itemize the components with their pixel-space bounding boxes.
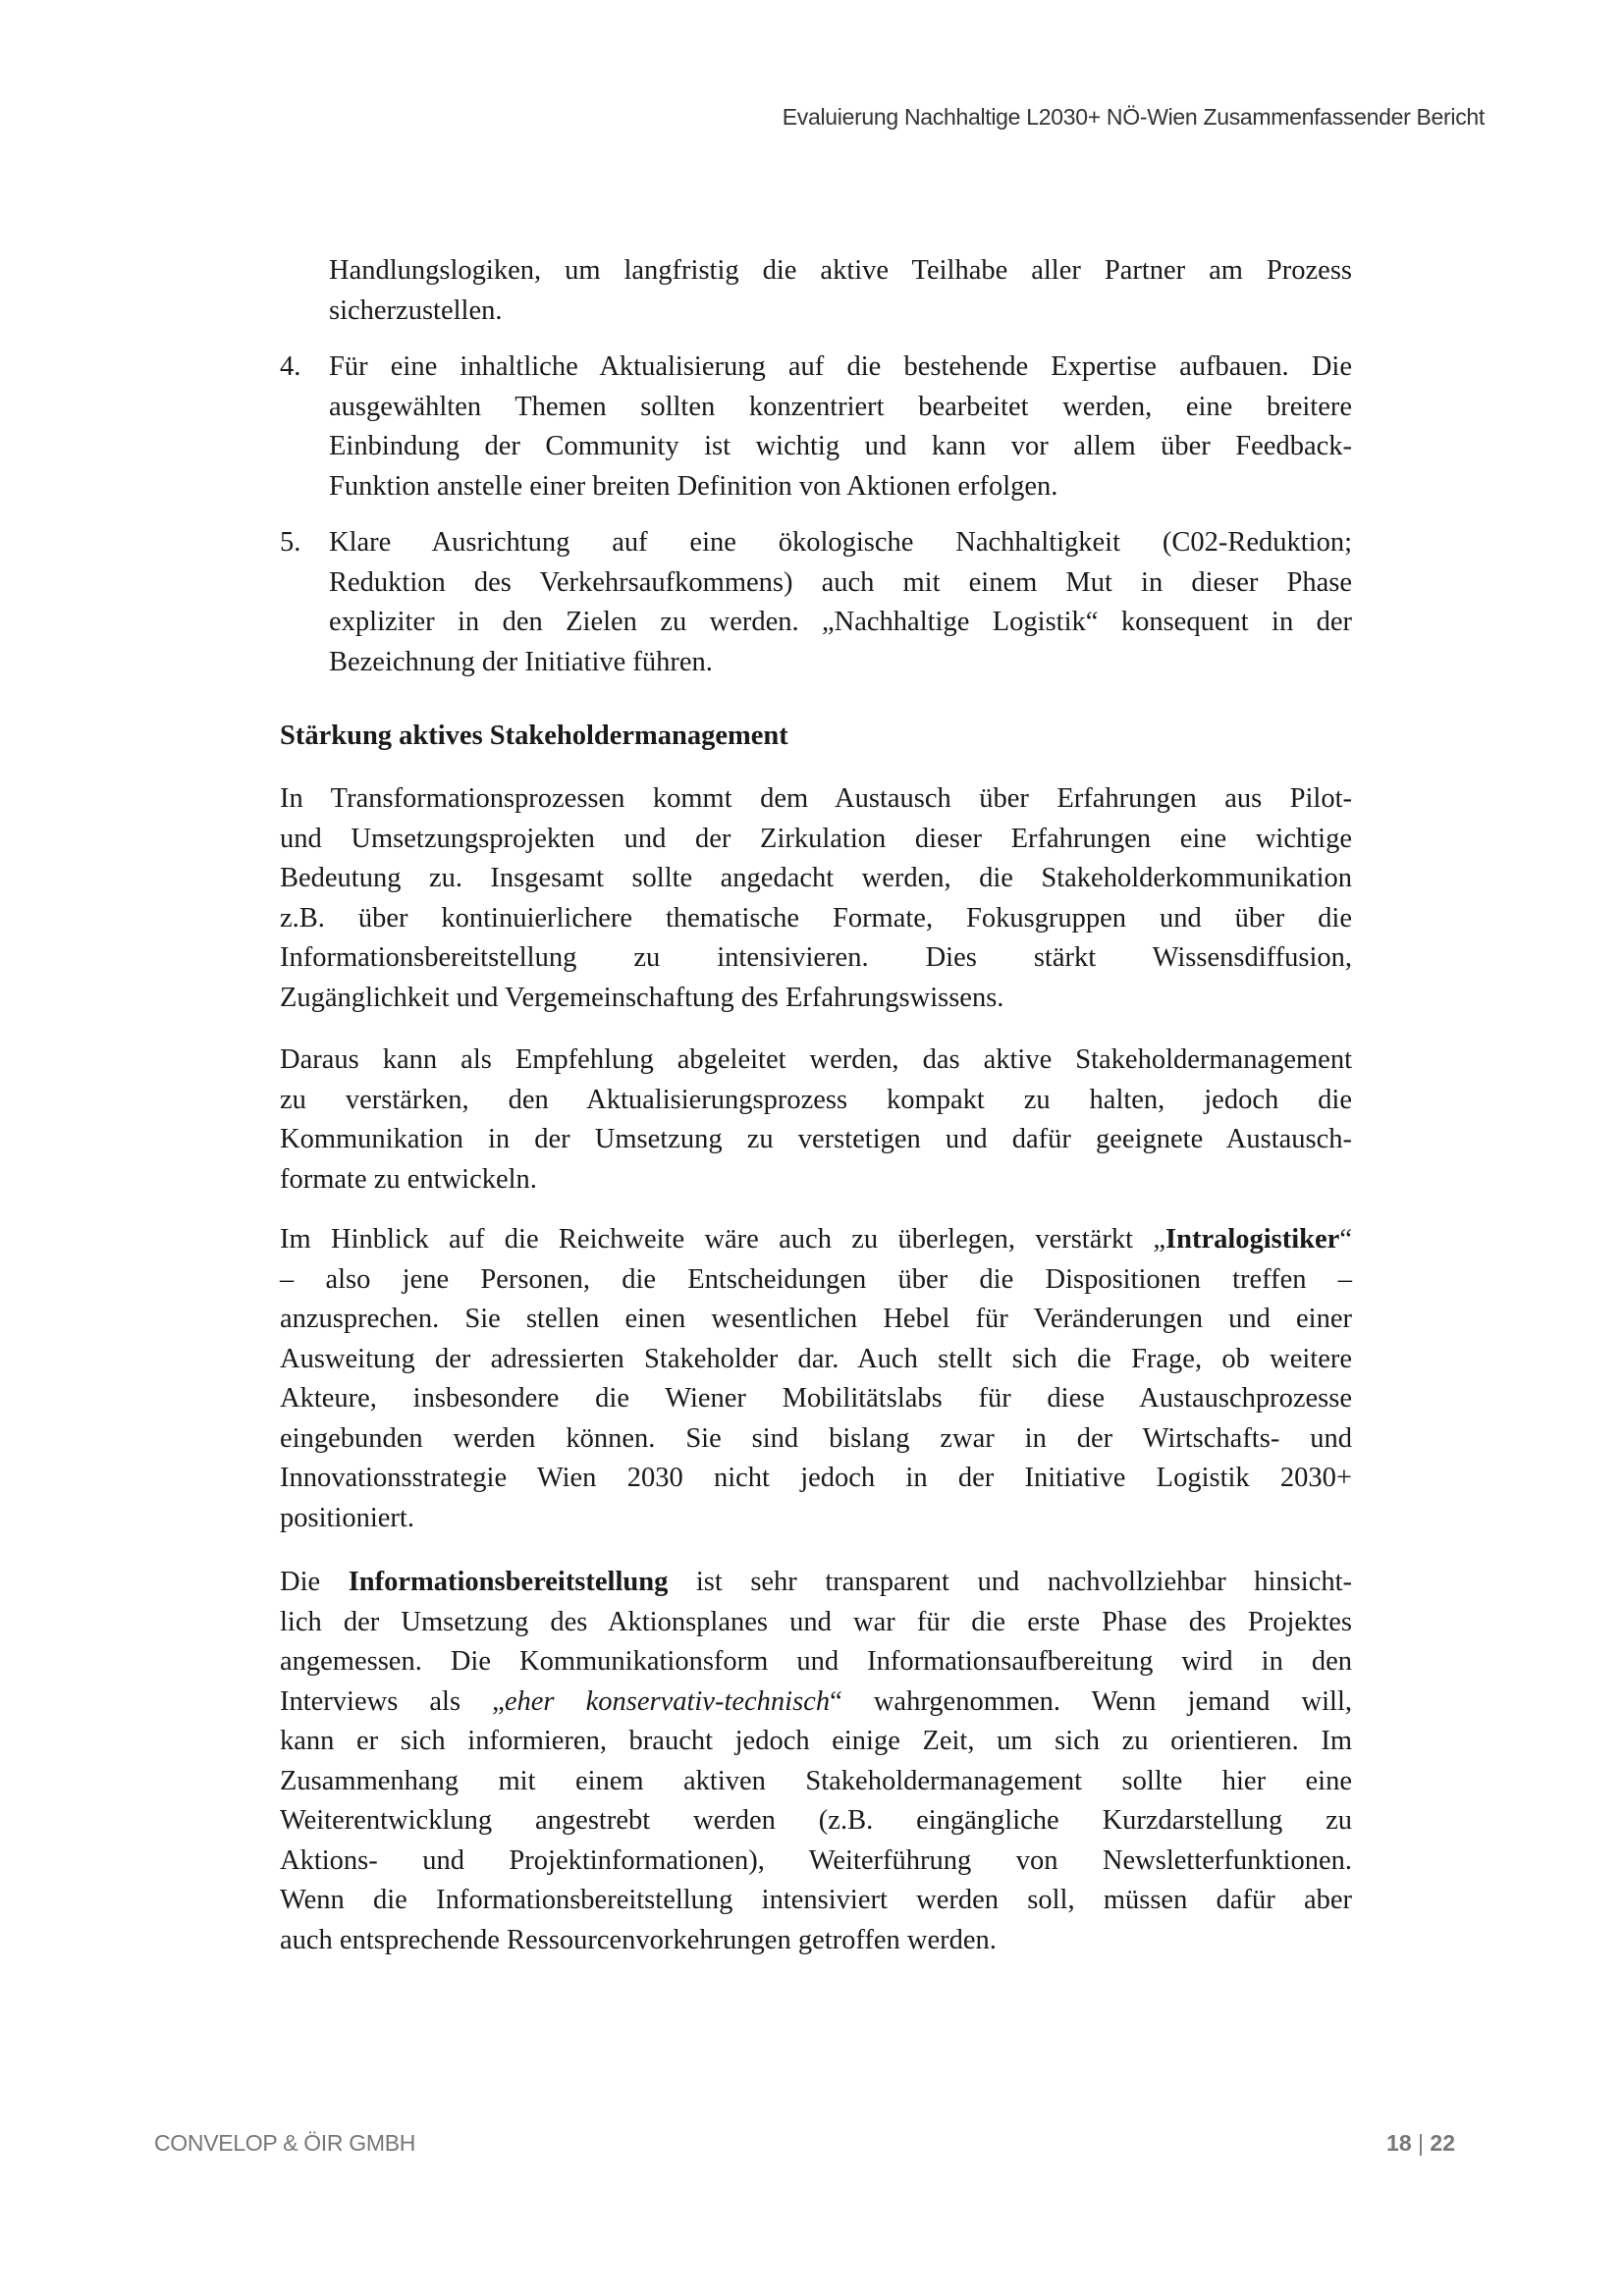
list-item-3-continuation [329, 251, 1352, 331]
list-item-4 [329, 347, 1352, 507]
italic-text: eher konservativ-technisch [504, 1685, 831, 1717]
list-item-5 [329, 523, 1352, 682]
text-line: z.B. über kontinuierlichere thematische Formate, Fokusgruppen und über die [280, 902, 1352, 934]
text-segment: “ wahrgenommen. Wenn jemand will, [830, 1685, 1353, 1717]
text-segment: Interviews als „ [280, 1685, 505, 1717]
text-line: Daraus kann als Empfehlung abgeleitet werden, das aktive Stakeholdermanagement [280, 1044, 1352, 1075]
text-line: angemessen. Die Kommunikationsform und Informationsaufbereitung wird in den [280, 1646, 1352, 1677]
bold-text: Informationsbereitstellung [348, 1567, 669, 1597]
text-line: sicherzustellen. [329, 294, 503, 326]
text-segment: Im Hinblick auf die Reichweite wäre auch zu überlegen, verstärkt „ [280, 1224, 1166, 1255]
text-line: In Transformationsprozessen kommt dem Austausch über Erfahrungen aus Pilot- [280, 783, 1352, 814]
text-line [280, 1682, 1352, 1723]
text-line: Reduktion des Verkehrsaufkommens) auch mit einem Mut in dieser Phase [329, 566, 1352, 598]
text-line: Akteure, insbesondere die Wiener Mobilitätslabs für diese Austauschprozesse [280, 1383, 1352, 1414]
text-line: Kommunikation in der Umsetzung zu verstetigen und dafür geeignete Austausch- [280, 1124, 1352, 1154]
list-number-5: 5. [280, 527, 301, 558]
text-line: Einbindung der Community ist wichtig und kann vor allem über Feedback- [329, 431, 1352, 461]
section-heading: Stärkung aktives Stakeholdermanagement [280, 721, 788, 751]
text-line: positioniert. [280, 1502, 414, 1533]
list-number-4: 4. [280, 351, 301, 382]
text-line [280, 1563, 1352, 1603]
text-segment: “ [1339, 1224, 1352, 1255]
footer-company: CONVELOP & ÖIR GMBH [154, 2130, 416, 2156]
text-line: Aktions- und Projektinformationen), Weiterführung von Newsletterfunktionen. [280, 1844, 1352, 1876]
paragraph-4 [280, 1563, 1352, 1960]
total-pages: 22 [1430, 2130, 1455, 2156]
text-line: Zusammenhang mit einem aktiven Stakeholdermanagement sollte hier eine [280, 1765, 1352, 1796]
page-number [1386, 2130, 1455, 2157]
text-line: eingebunden werden können. Sie sind bislang zwar in der Wirtschafts- und [280, 1422, 1352, 1454]
text-line: Für eine inhaltliche Aktualisierung auf die bestehende Expertise aufbauen. Die [329, 351, 1352, 382]
text-line: formate zu entwickeln. [280, 1163, 537, 1195]
text-line: anzusprechen. Sie stellen einen wesentlichen Hebel für Veränderungen und einer [280, 1304, 1352, 1334]
text-line: Handlungslogiken, um langfristig die aktive Teilhabe aller Partner am Prozess [329, 255, 1352, 286]
text-line: Bedeutung zu. Insgesamt sollte angedacht werden, die Stakeholderkommunikation [280, 863, 1352, 893]
text-line: – also jene Personen, die Entscheidungen über die Dispositionen treffen – [280, 1263, 1352, 1295]
text-line: zu verstärken, den Aktualisierungsprozess kompakt zu halten, jedoch die [280, 1084, 1352, 1115]
text-line: Wenn die Informationsbereitstellung intensiviert werden soll, müssen dafür aber [280, 1885, 1352, 1915]
text-line: ausgewählten Themen sollten konzentriert bearbeitet werden, eine breitere [329, 391, 1352, 422]
text-line: expliziter in den Zielen zu werden. „Nachhaltige Logistik“ konsequent in der [329, 607, 1352, 637]
text-line: und Umsetzungsprojekten und der Zirkulation dieser Erfahrungen eine wichtige [280, 823, 1352, 854]
text-line: lich der Umsetzung des Aktionsplanes und war für die erste Phase des Projektes [280, 1606, 1352, 1637]
text-line: Ausweitung der adressierten Stakeholder dar. Auch stellt sich die Frage, ob weitere [280, 1343, 1352, 1374]
page-separator: | [1418, 2130, 1425, 2156]
running-header: Evaluierung Nachhaltige L2030+ NÖ-Wien Zusammenfassender Bericht [782, 104, 1485, 130]
text-segment: ist sehr transparent und nachvollziehbar hinsicht- [668, 1567, 1352, 1597]
text-line: auch entsprechende Ressourcenvorkehrungen getroffen werden. [280, 1924, 997, 1955]
text-line: Weiterentwicklung angestrebt werden (z.B. eingängliche Kurzdarstellung zu [280, 1805, 1352, 1836]
text-line: Innovationsstrategie Wien 2030 nicht jedoch in der Initiative Logistik 2030+ [280, 1463, 1352, 1493]
text-line: Zugänglichkeit und Vergemeinschaftung des Erfahrungswissens. [280, 982, 1004, 1013]
paragraph-2 [280, 1041, 1352, 1200]
paragraph-3 [280, 1220, 1352, 1538]
text-line: Bezeichnung der Initiative führen. [329, 646, 713, 677]
bold-text: Intralogistiker [1165, 1224, 1340, 1255]
text-line [280, 1220, 1352, 1260]
text-line: Funktion anstelle einer breiten Definition von Aktionen erfolgen. [329, 470, 1058, 502]
text-line: Klare Ausrichtung auf eine ökologische Nachhaltigkeit (C02-Reduktion; [329, 527, 1352, 558]
current-page: 18 [1386, 2130, 1412, 2156]
text-segment: Die [280, 1567, 349, 1597]
text-line: kann er sich informieren, braucht jedoch einige Zeit, um sich zu orientieren. Im [280, 1726, 1352, 1756]
paragraph-1 [280, 779, 1352, 1018]
text-line: Informationsbereitstellung zu intensivieren. Dies stärkt Wissensdiffusion, [280, 942, 1352, 973]
